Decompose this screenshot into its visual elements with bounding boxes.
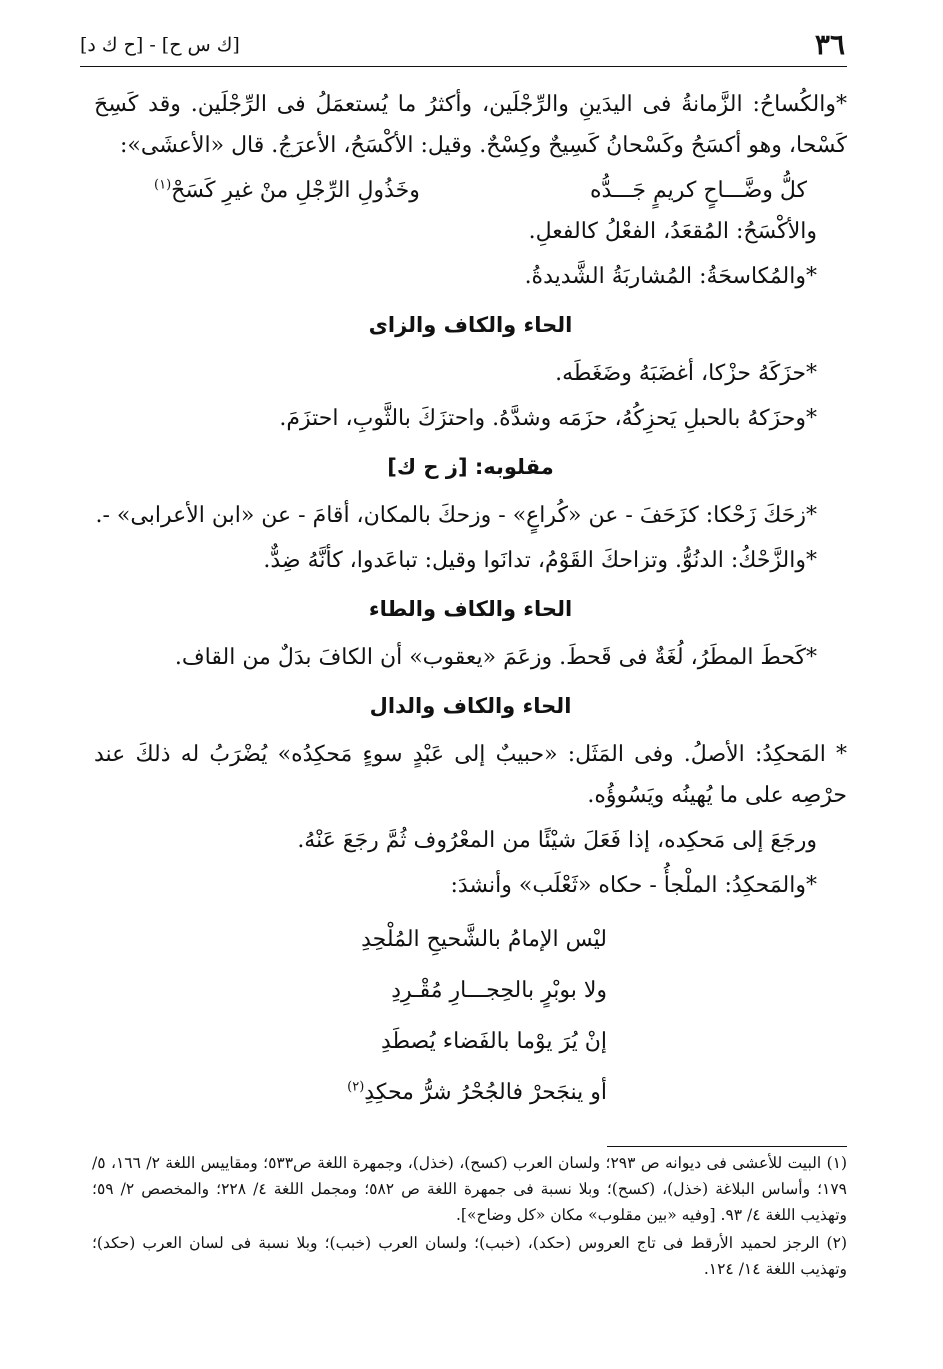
entry-mukasaha: *والمُكاسحَةُ: المُشاربَةُ الشَّديدةُ. [524, 264, 817, 289]
page-number: ٣٦ [814, 28, 845, 61]
section-heading: الحاء والكاف والطاء [368, 597, 573, 621]
verse-line [94, 170, 847, 211]
poem-line [94, 1067, 607, 1118]
footnotes [92, 1150, 847, 1284]
section-heading: الحاء والكاف والدال [369, 694, 572, 718]
entry-hazaka: *حزَكَهُ حزْكا، أغضَبَهُ وضَغَطَه. [555, 361, 817, 386]
poem [94, 914, 847, 1118]
verse-hemistich-second [154, 170, 420, 211]
page-header [80, 26, 847, 67]
footnote: (٢) الرجز لحميد الأرقط فى تاج العروس (حكد)، (خبب)؛ ولسان العرب (خبب)؛ وبلا نسبة فى لسان العرب (حكد)؛ وتهذيب اللغة ١٤/ ١٢٤. [92, 1234, 847, 1278]
entry-akas-h: والأكْسَحُ: المُقعَدُ، الفعْلُ كالفعلِ. [528, 219, 817, 244]
footnote-marker: (٢) [347, 1079, 365, 1095]
entry-hazaka-rope: *وحزَكهُ بالحبلِ يَحزِكُهُ، حزَمَه وشدَّهُ. واحتزَكَ بالثَّوبِ، احتزَمَ. [279, 406, 817, 431]
entry-zahk: *والزَّحْكُ: الدنُوُّ. وتزاحكَ القَوْمُ، تدانَوا وقيل: تباعَدوا، كأنَّهُ ضِدٌّ. [263, 548, 817, 573]
section-heading: الحاء والكاف والزاى [368, 313, 573, 337]
entry-kahata: *كَحطَ المطَرُ، لُغَةٌ فى قَحطَ. وزعَمَ «يعقوب» أن الكافَ بدَلٌ من القاف. [174, 645, 817, 670]
entry-zahaka: *زحَكَ زَحْكا: كزَحَفَ - عن «كُراعٍ» - وزحكَ بالمكان، أقامَ - عن «ابن الأعرابى» -. [95, 503, 817, 528]
entry-raja-ila-mahkid: ورجَعَ إلى مَحكِده، إذا فَعَلَ شيْئًا من المعْرُوف ثُمَّ رجَعَ عَنْهُ. [297, 828, 817, 853]
poem-line: إنْ يُرَ يوْما بالفَضاء يُصطَدِ [380, 1029, 607, 1054]
verse-hemistich-second-text: وخَذُولِ الرِّجْلِ منْ غيرِ كَسَحْ [171, 178, 420, 203]
poem-line-text: أو ينجَحرْ فالجُحْرُ شرُّ محكِدِ [364, 1080, 607, 1105]
footnote-divider [607, 1146, 847, 1147]
footnote: (١) البيت للأعشى فى ديوانه ص ٢٩٣؛ ولسان العرب (كسح)، (خذل)، وجمهرة اللغة ص٥٣٣؛ ومقاييس اللغة ٢/ ١٦٦، ٥/ ١٧٩؛ وأساس البلاغة (خذل)، (كسح)؛ وبلا نسبة فى جمهرة اللغة ص ٥٨٢؛ ومجمل اللغة ٤/ ٢٢٨؛ والمخصص ٢/ ٥٩؛ وتهذيب اللغة ٤/ ٩٣. [وفيه «بين مقلوب» مكان «كل وضاح»]. [92, 1154, 848, 1224]
poem-line: ليْس الإمامُ بالشَّحيحِ المُلْحِدِ [361, 927, 607, 952]
verse-hemistich-first: كلُّ وضَّـــاحٍ كريمٍ جَـــدُّه [589, 178, 807, 203]
footnote-marker: (١) [154, 177, 172, 193]
entry-mahkid-refuge: *والمَحكِدُ: الملْجأُ - حكاه «ثَعْلَب» وأنشدَ: [450, 873, 817, 898]
entry-mahkid: * المَحكِدُ: الأصلُ. وفى المَثَل: «حبيبٌ إلى عَبْدٍ سوءٍ مَحكِدُه» يُضْرَبُ له ذلكَ عند حرْصِه على ما يُهينُه ويَسُوؤُه. [94, 742, 847, 808]
entry-kasah: *والكُساحُ: الزَّمانةُ فى اليدَينِ والرِّجْلَين، وأكثرُ ما يُستعمَلُ فى الرِّجْلَين. وقد كَسِحَ كَسْحا، وهو أكسَحُ وكَسْحانُ كَسِيحٌ وكِسْحٌ. وقيل: الأكْسَحُ، الأعرَجُ. قال «الأعشَى»: [94, 92, 847, 158]
main-text [94, 84, 847, 1118]
poem-line: ولا بوبْرٍ بالحِجـــارِ مُقْـرِدِ [391, 978, 607, 1003]
running-head: [ك س ح] - [ح ك د] [80, 34, 240, 56]
section-heading: مقلوبه: [ز ح ك] [387, 455, 554, 479]
